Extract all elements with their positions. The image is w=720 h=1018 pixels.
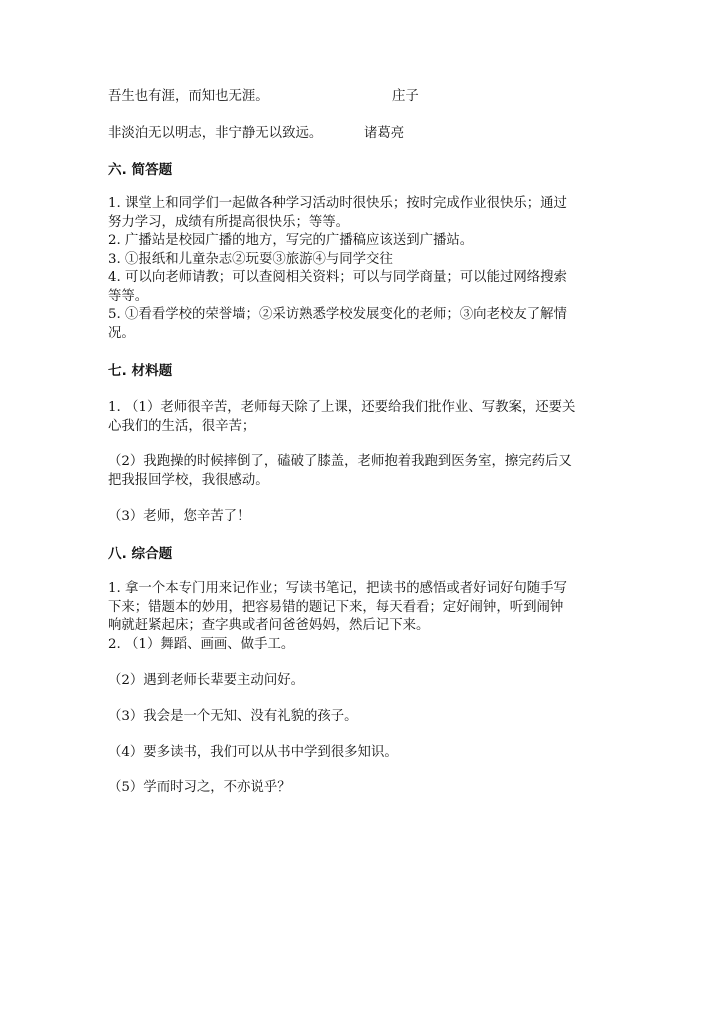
section8-answer-2-3 — [108, 708, 620, 727]
section-heading-short-answer: 六. 简答题 — [108, 162, 173, 178]
quote-author: 诸葛亮 — [364, 126, 405, 141]
section7-answer-3 — [108, 508, 620, 527]
answer-line: 心我们的生活，很辛苦； — [108, 418, 256, 434]
answer-line: 况。 — [108, 325, 135, 341]
quote-text: 吾生也有涯，而知也无涯。 — [108, 89, 269, 104]
section-heading-comprehensive: 八. 综合题 — [108, 546, 173, 562]
section6-answers — [108, 195, 620, 343]
answer-line: （4）要多读书，我们可以从书中学到很多知识。 — [108, 745, 398, 760]
answer-line: 4. 可以向老师请教；可以查阅相关资料；可以与同学商量；可以能过网络搜索 — [108, 270, 567, 285]
answer-line: 把我报回学校，我很感动。 — [108, 472, 269, 488]
section8-answer-2-5 — [108, 779, 620, 798]
answer-line: 努力学习，成绩有所提高很快乐；等等。 — [108, 214, 350, 230]
section8-answer-1 — [108, 580, 620, 654]
answer-line: 1. （1）老师很辛苦，老师每天除了上课，还要给我们批作业、写教案，还要关 — [108, 400, 576, 415]
section8-answer-2-2 — [108, 672, 620, 691]
answer-line: （2）我跑操的时候摔倒了，磕破了膝盖，老师抱着我跑到医务室，擦完药后又 — [108, 454, 572, 469]
quote-line-2 — [108, 125, 628, 143]
answer-line: 1. 课堂上和同学们一起做各种学习活动时很快乐；按时完成作业很快乐；通过 — [108, 196, 567, 211]
answer-line: （2）遇到老师长辈要主动问好。 — [108, 673, 304, 688]
answer-line: 3. ①报纸和儿童杂志②玩耍③旅游④与同学交往 — [108, 251, 393, 267]
answer-line: 等等。 — [108, 288, 149, 304]
answer-line: 下来；错题本的妙用，把容易错的题记下来，每天看看；定好闹钟，听到闹钟 — [108, 599, 564, 615]
quote-text: 非淡泊无以明志，非宁静无以致远。 — [108, 126, 323, 141]
answer-line: 响就赶紧起床；查字典或者问爸爸妈妈，然后记下来。 — [108, 618, 430, 633]
answer-line: （5）学而时习之，不亦说乎？ — [108, 780, 291, 795]
section8-answer-2-4 — [108, 744, 620, 763]
answer-line: 5. ①看看学校的荣誉墙；②采访熟悉学校发展变化的老师；③向老校友了解情 — [108, 307, 567, 322]
section7-answer-2 — [108, 453, 620, 490]
answer-line: （3）老师，您辛苦了！ — [108, 509, 251, 524]
answer-line: 2. （1）舞蹈、画画、做手工。 — [108, 636, 295, 652]
answer-line: 2. 广播站是校园广播的地方，写完的广播稿应该送到广播站。 — [108, 233, 474, 248]
section7-answer-1 — [108, 399, 620, 436]
quote-author: 庄子 — [392, 89, 419, 104]
section-heading-material: 七. 材料题 — [108, 363, 173, 379]
quote-line-1 — [108, 88, 628, 106]
answer-line: （3）我会是一个无知、没有礼貌的孩子。 — [108, 709, 358, 724]
answer-line: 1. 拿一个本专门用来记作业；写读书笔记，把读书的感悟或者好词好句随手写 — [108, 581, 567, 596]
